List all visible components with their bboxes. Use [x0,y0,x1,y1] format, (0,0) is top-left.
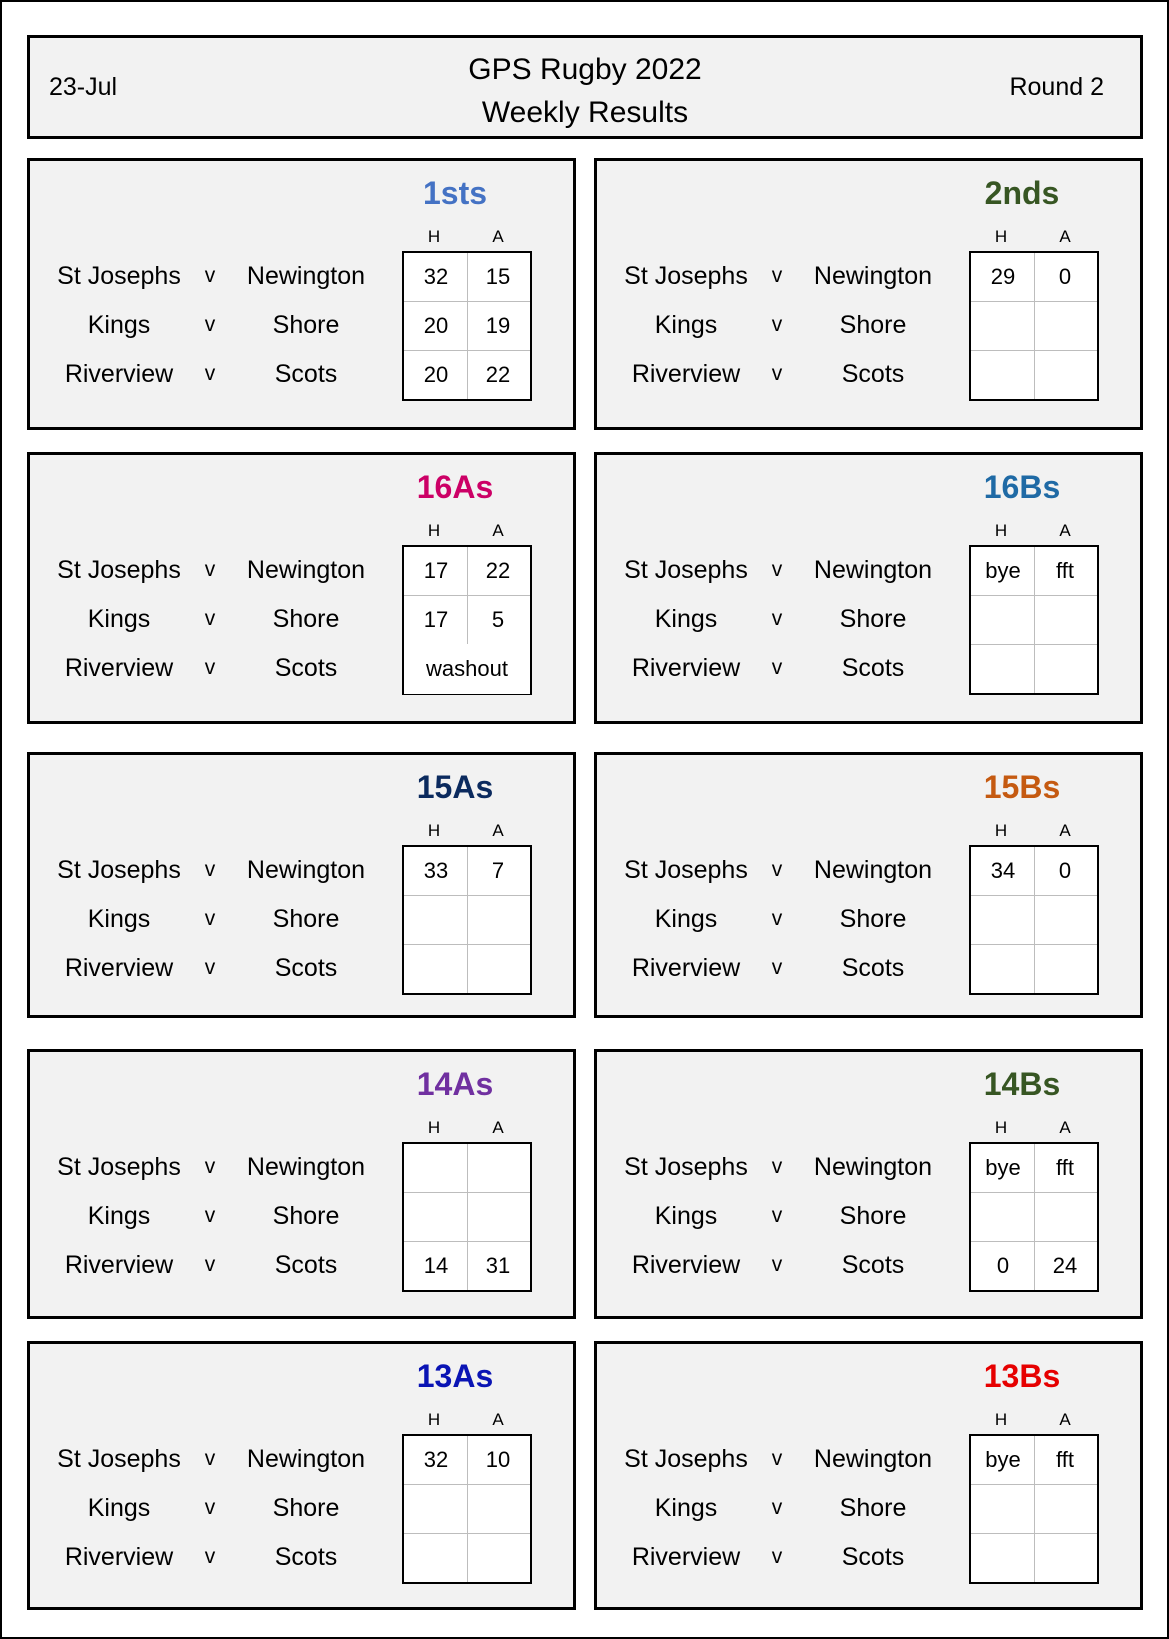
away-score: 0 [1058,264,1072,289]
home-score [971,944,1035,994]
home-column-label: H [427,1118,441,1137]
home-score [404,1484,468,1534]
score-box [969,545,1099,695]
home-column-label: H [994,1118,1008,1137]
away-score [1033,644,1097,694]
away-team: Shore [839,1202,907,1230]
home-score: bye [985,1447,1021,1472]
home-column-label: H [427,821,441,840]
away-team: Shore [839,1494,907,1522]
versus-label: v [204,1155,216,1178]
away-score [466,1484,530,1534]
away-column-label: A [1059,227,1071,246]
away-team: Shore [272,1202,340,1230]
away-score: 15 [485,264,511,289]
home-column-label: H [994,227,1008,246]
home-score [404,895,468,945]
away-score: fft [1056,1447,1074,1472]
home-score [404,1192,468,1242]
home-team: St Josephs [57,1445,181,1473]
home-score: 29 [990,264,1016,289]
report-date: 23-Jul [49,73,118,101]
score-box [969,845,1099,995]
versus-label: v [771,1496,783,1519]
home-score [971,301,1035,351]
home-score [971,1484,1035,1534]
home-team: Kings [654,605,718,633]
home-team: Riverview [64,1543,174,1571]
home-team: Riverview [64,954,174,982]
away-score [1033,350,1097,400]
versus-label: v [771,313,783,336]
home-score [971,595,1035,645]
home-score: 17 [423,607,449,632]
grade-title: 13Bs [983,1358,1061,1394]
away-column-label: A [1059,821,1071,840]
versus-label: v [771,1253,783,1276]
grade-title: 14Bs [983,1066,1061,1102]
versus-label: v [204,1545,216,1568]
versus-label: v [771,656,783,679]
results-panel [27,752,576,1018]
versus-label: v [771,907,783,930]
away-score: 24 [1052,1253,1078,1278]
away-score: 10 [485,1447,511,1472]
report-title: GPS Rugby 2022 [468,53,702,86]
away-team: Newington [246,1153,366,1181]
away-team: Newington [813,1153,933,1181]
score-box [969,1434,1099,1584]
versus-label: v [771,1545,783,1568]
home-score [404,944,468,994]
home-team: Riverview [631,654,741,682]
away-team: Scots [841,954,905,982]
versus-label: v [771,858,783,881]
away-score [1033,1484,1097,1534]
home-team: St Josephs [624,1153,748,1181]
away-team: Shore [272,311,340,339]
home-column-label: H [994,1410,1008,1429]
report-subtitle: Weekly Results [481,96,689,129]
grade-title: 13As [416,1358,494,1394]
away-score [466,1143,530,1193]
away-team: Scots [841,360,905,388]
score-box [402,1142,532,1292]
results-panel [27,452,576,724]
results-panel [594,752,1143,1018]
grade-title: 16As [416,469,494,505]
home-team: St Josephs [624,856,748,884]
away-team: Newington [813,856,933,884]
away-score: fft [1056,558,1074,583]
results-panel [594,158,1143,430]
score-box [969,251,1099,401]
home-column-label: H [994,521,1008,540]
versus-label: v [771,362,783,385]
versus-label: v [204,362,216,385]
home-score: bye [985,558,1021,583]
home-score [971,895,1035,945]
home-column-label: H [427,1410,441,1429]
away-score: 22 [485,558,511,583]
home-score: 32 [423,264,449,289]
versus-label: v [771,607,783,630]
results-panel [594,1341,1143,1610]
away-team: Scots [274,1543,338,1571]
home-column-label: H [427,521,441,540]
away-column-label: A [1059,1410,1071,1429]
away-score: 31 [485,1253,511,1278]
versus-label: v [204,264,216,287]
grade-title: 1sts [422,175,488,211]
score-box [402,545,532,695]
home-team: Kings [87,905,151,933]
home-score: bye [985,1155,1021,1180]
home-score: 34 [990,858,1016,883]
away-team: Newington [813,556,933,584]
home-score [971,1533,1035,1583]
away-column-label: A [492,1118,504,1137]
away-score [1033,1533,1097,1583]
away-score [1033,895,1097,945]
home-column-label: H [994,821,1008,840]
away-team: Scots [841,654,905,682]
home-team: Kings [87,1202,151,1230]
report-round: Round 2 [1009,73,1104,101]
home-score [404,1143,468,1193]
results-panel [594,452,1143,724]
home-team: St Josephs [624,556,748,584]
away-score [466,1192,530,1242]
home-score: 0 [996,1253,1010,1278]
home-team: Kings [654,1494,718,1522]
away-team: Shore [272,605,340,633]
home-team: St Josephs [57,856,181,884]
versus-label: v [204,313,216,336]
score-box [402,1434,532,1584]
away-column-label: A [1059,1118,1071,1137]
home-score: 20 [423,362,449,387]
versus-label: v [771,264,783,287]
home-team: St Josephs [57,556,181,584]
away-score: 0 [1058,858,1072,883]
away-column-label: A [492,1410,504,1429]
home-score: 14 [423,1253,449,1278]
away-score [466,895,530,945]
results-panel [27,1341,576,1610]
home-score: 17 [423,558,449,583]
versus-label: v [204,558,216,581]
away-column-label: A [492,227,504,246]
versus-label: v [204,956,216,979]
home-score [971,1192,1035,1242]
away-team: Newington [246,262,366,290]
home-team: Kings [87,1494,151,1522]
away-team: Newington [246,556,366,584]
results-panel [27,1049,576,1319]
results-panel [594,1049,1143,1319]
versus-label: v [204,607,216,630]
home-team: St Josephs [57,262,181,290]
versus-label: v [204,1204,216,1227]
versus-label: v [771,558,783,581]
versus-label: v [204,1496,216,1519]
home-score: 32 [423,1447,449,1472]
home-score: 20 [423,313,449,338]
home-team: Kings [654,311,718,339]
home-team: Kings [654,905,718,933]
home-team: St Josephs [624,262,748,290]
versus-label: v [204,1253,216,1276]
away-team: Scots [274,654,338,682]
result-note: washout [404,644,530,694]
away-score: 19 [485,313,511,338]
versus-label: v [204,1447,216,1470]
away-team: Shore [839,905,907,933]
home-team: Kings [87,311,151,339]
home-team: Riverview [64,360,174,388]
away-team: Shore [839,311,907,339]
home-team: Riverview [631,360,741,388]
away-column-label: A [1059,521,1071,540]
home-score: 33 [423,858,449,883]
score-box [969,1142,1099,1292]
home-team: St Josephs [624,1445,748,1473]
versus-label: v [771,956,783,979]
away-team: Shore [839,605,907,633]
grade-title: 2nds [984,175,1060,211]
versus-label: v [204,656,216,679]
away-score: 22 [485,362,511,387]
away-score: 5 [491,607,505,632]
home-team: Riverview [631,1251,741,1279]
versus-label: v [771,1447,783,1470]
home-score [971,644,1035,694]
away-team: Newington [246,856,366,884]
away-team: Scots [841,1251,905,1279]
away-team: Scots [274,954,338,982]
away-score [1033,1192,1097,1242]
home-team: Riverview [64,654,174,682]
versus-label: v [771,1204,783,1227]
home-team: Riverview [631,1543,741,1571]
away-team: Shore [272,905,340,933]
results-panel [27,158,576,430]
away-score: 7 [491,858,505,883]
away-team: Shore [272,1494,340,1522]
home-team: Riverview [631,954,741,982]
away-team: Scots [274,360,338,388]
home-team: St Josephs [57,1153,181,1181]
away-score [1033,595,1097,645]
score-box [402,845,532,995]
home-team: Kings [654,1202,718,1230]
away-column-label: A [492,521,504,540]
away-team: Scots [841,1543,905,1571]
grade-title: 16Bs [983,469,1061,505]
home-score [971,350,1035,400]
versus-label: v [204,858,216,881]
away-score [466,944,530,994]
home-score [404,1533,468,1583]
away-team: Newington [813,262,933,290]
home-team: Kings [87,605,151,633]
home-column-label: H [427,227,441,246]
away-team: Newington [813,1445,933,1473]
home-team: Riverview [64,1251,174,1279]
report-header [27,35,1143,139]
away-score [1033,301,1097,351]
grade-title: 14As [416,1066,494,1102]
away-team: Scots [274,1251,338,1279]
away-score [466,1533,530,1583]
versus-label: v [771,1155,783,1178]
score-box [402,251,532,401]
grade-title: 15Bs [983,769,1061,805]
away-column-label: A [492,821,504,840]
grade-title: 15As [416,769,494,805]
away-score: fft [1056,1155,1074,1180]
away-team: Newington [246,1445,366,1473]
versus-label: v [204,907,216,930]
away-score [1033,944,1097,994]
